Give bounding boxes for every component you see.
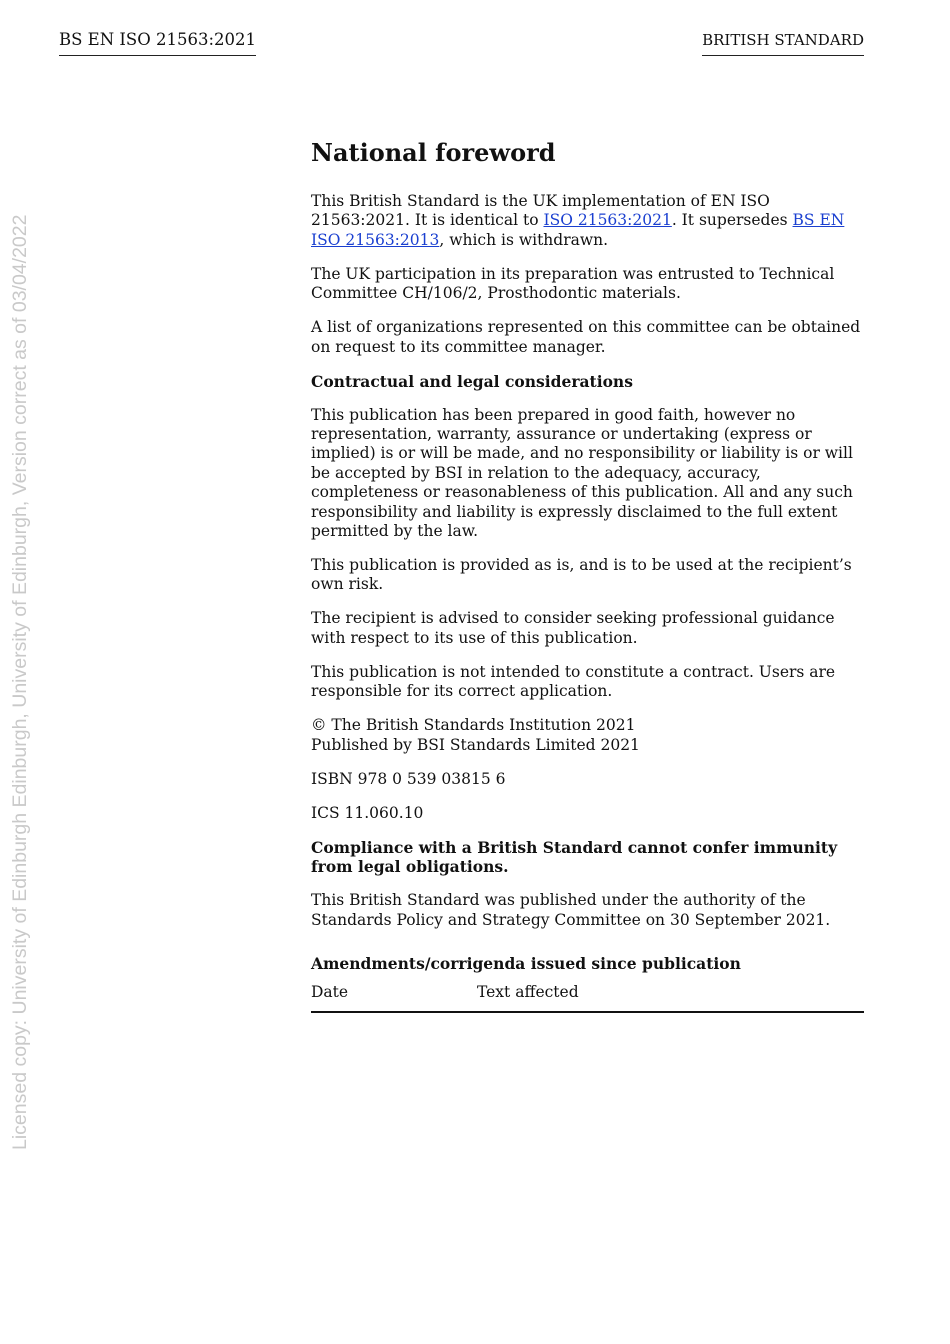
not-contract-paragraph: This publication is not intended to constitute a contract. Users are responsible for its correct application. xyxy=(311,662,836,701)
license-watermark: Licensed copy: University of Edinburgh Edinburgh, University of Edinburgh, Version correct as of 03/04/2022 xyxy=(9,214,31,1150)
guidance-paragraph: The recipient is advised to consider seeking professional guidance with respect to its use of this publication. xyxy=(311,609,835,647)
participation-paragraph: The UK participation in its preparation was entrusted to Technical Committee CH/106/2, Prosthodontic materials. xyxy=(311,264,835,303)
compliance-statement: Compliance with a British Standard cannot confer immunity from legal obligations. xyxy=(311,837,838,877)
text-affected-column-header: Text affected xyxy=(477,983,864,1012)
publisher-line: Published by BSI Standards Limited 2021 xyxy=(311,735,640,754)
organizations-paragraph: A list of organizations represented on this committee can be obtained on request to its committee manager. xyxy=(311,318,861,356)
copyright-block xyxy=(311,716,864,755)
national-foreword xyxy=(311,138,864,1013)
good-faith-paragraph: This publication has been prepared in good faith, however no representation, warranty, assurance or undertaking (express or implied) is or will be made, and no responsibility or liability is or will be accepted by BSI in relation to the adequacy, accuracy, completeness or reasonableness of this publication. All and any such responsibility and liability is expressly disclaimed to the full extent permitted by the law. xyxy=(311,405,853,541)
intro-text-3: , which is withdrawn. xyxy=(439,230,609,249)
standard-series: BRITISH STANDARD xyxy=(702,31,864,56)
superseded-standard-link[interactable]: BS EN ISO 21563:2013 xyxy=(311,211,845,249)
amendments-table xyxy=(311,983,864,1013)
intro-text-2: . It supersedes xyxy=(671,211,793,230)
date-column-header: Date xyxy=(311,983,477,1012)
intro-text-1: This British Standard is the UK implementation of EN ISO 21563:2021. It is identical to xyxy=(311,192,770,230)
iso-standard-link[interactable]: ISO 21563:2021 xyxy=(543,211,672,230)
copyright-line: © The British Standards Institution 2021 xyxy=(311,716,636,735)
intro-paragraph xyxy=(311,192,864,250)
amendments-header-row xyxy=(311,983,864,1012)
amendments-heading: Amendments/corrigenda issued since publication xyxy=(311,953,741,973)
page-title: National foreword xyxy=(311,138,556,167)
ics-code: ICS 11.060.10 xyxy=(311,803,424,822)
isbn: ISBN 978 0 539 03815 6 xyxy=(311,769,506,788)
contractual-heading: Contractual and legal considerations xyxy=(311,371,633,391)
document-id: BS EN ISO 21563:2021 xyxy=(59,30,256,56)
as-is-paragraph: This publication is provided as is, and is to be used at the recipient’s own risk. xyxy=(311,556,852,594)
authority-paragraph: This British Standard was published under the authority of the Standards Policy and Strategy Committee on 30 September 2021. xyxy=(311,891,831,929)
